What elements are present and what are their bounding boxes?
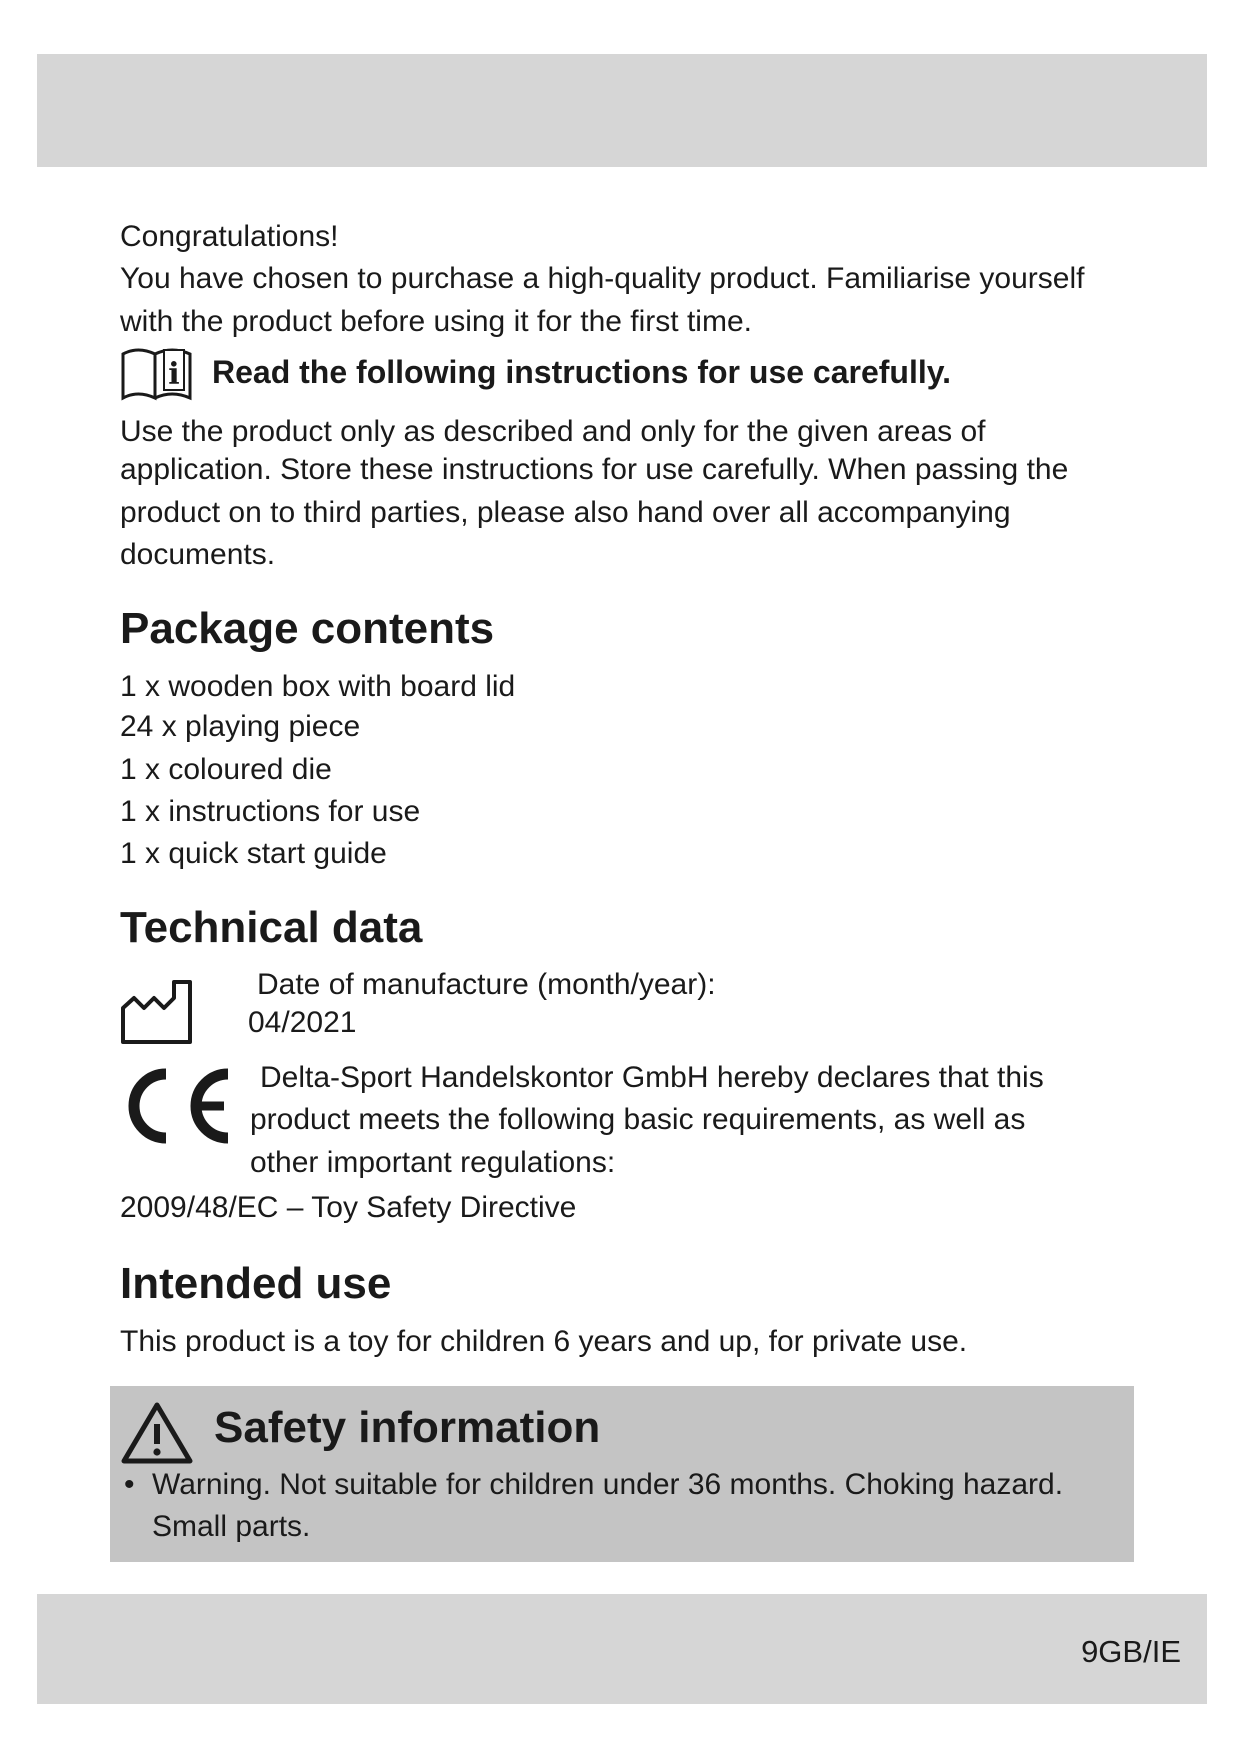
ce-mark-icon	[120, 1066, 232, 1146]
package-item: 1 x coloured die	[120, 753, 332, 786]
header-band	[37, 54, 1207, 167]
instructions-book-icon	[120, 344, 194, 402]
footer-band	[37, 1594, 1207, 1704]
ce-declaration-line-1: Delta-Sport Handelskontor GmbH hereby declares that this	[260, 1061, 1044, 1094]
manufacture-date-icon	[120, 976, 194, 1046]
package-item: 24 x playing piece	[120, 710, 361, 743]
intro-line-2: with the product before using it for the first time.	[120, 305, 752, 338]
intro-line-1: You have chosen to purchase a high-quality product. Familiarise yourself	[120, 262, 1085, 295]
usage-line-3: product on to third parties, please also hand over all accompanying	[120, 496, 1011, 529]
technical-data-heading: Technical data	[120, 903, 423, 952]
directive-line: 2009/48/EC – Toy Safety Directive	[120, 1191, 577, 1224]
ce-declaration-line-3: other important regulations:	[250, 1146, 616, 1179]
bullet: •	[124, 1468, 135, 1501]
safety-information-box	[110, 1386, 1134, 1562]
usage-line-1: Use the product only as described and only for the given areas of	[120, 415, 986, 448]
package-contents-heading: Package contents	[120, 604, 495, 653]
safety-warning-line-2: Small parts.	[152, 1510, 311, 1543]
usage-line-4: documents.	[120, 538, 276, 571]
safety-information-heading: Safety information	[214, 1403, 601, 1452]
intended-use-text: This product is a toy for children 6 years and up, for private use.	[120, 1325, 968, 1358]
svg-text:i: i	[168, 357, 180, 392]
manufacture-date-label: Date of manufacture (month/year):	[257, 968, 716, 1001]
page-number: 9GB/IE	[1081, 1634, 1181, 1669]
manufacture-date-value: 04/2021	[248, 1006, 357, 1039]
package-item: 1 x instructions for use	[120, 795, 421, 828]
package-item: 1 x wooden box with board lid	[120, 670, 516, 703]
greeting: Congratulations!	[120, 220, 339, 253]
read-instructions-notice: Read the following instructions for use carefully.	[212, 354, 952, 390]
ce-declaration-line-2: product meets the following basic requirements, as well as	[250, 1103, 1026, 1136]
package-item: 1 x quick start guide	[120, 837, 387, 870]
usage-line-2: application. Store these instructions for use carefully. When passing the	[120, 453, 1069, 486]
safety-warning-line-1: Warning. Not suitable for children under 36 months. Choking hazard.	[152, 1468, 1064, 1501]
intended-use-heading: Intended use	[120, 1259, 392, 1308]
warning-triangle-icon	[120, 1400, 194, 1466]
